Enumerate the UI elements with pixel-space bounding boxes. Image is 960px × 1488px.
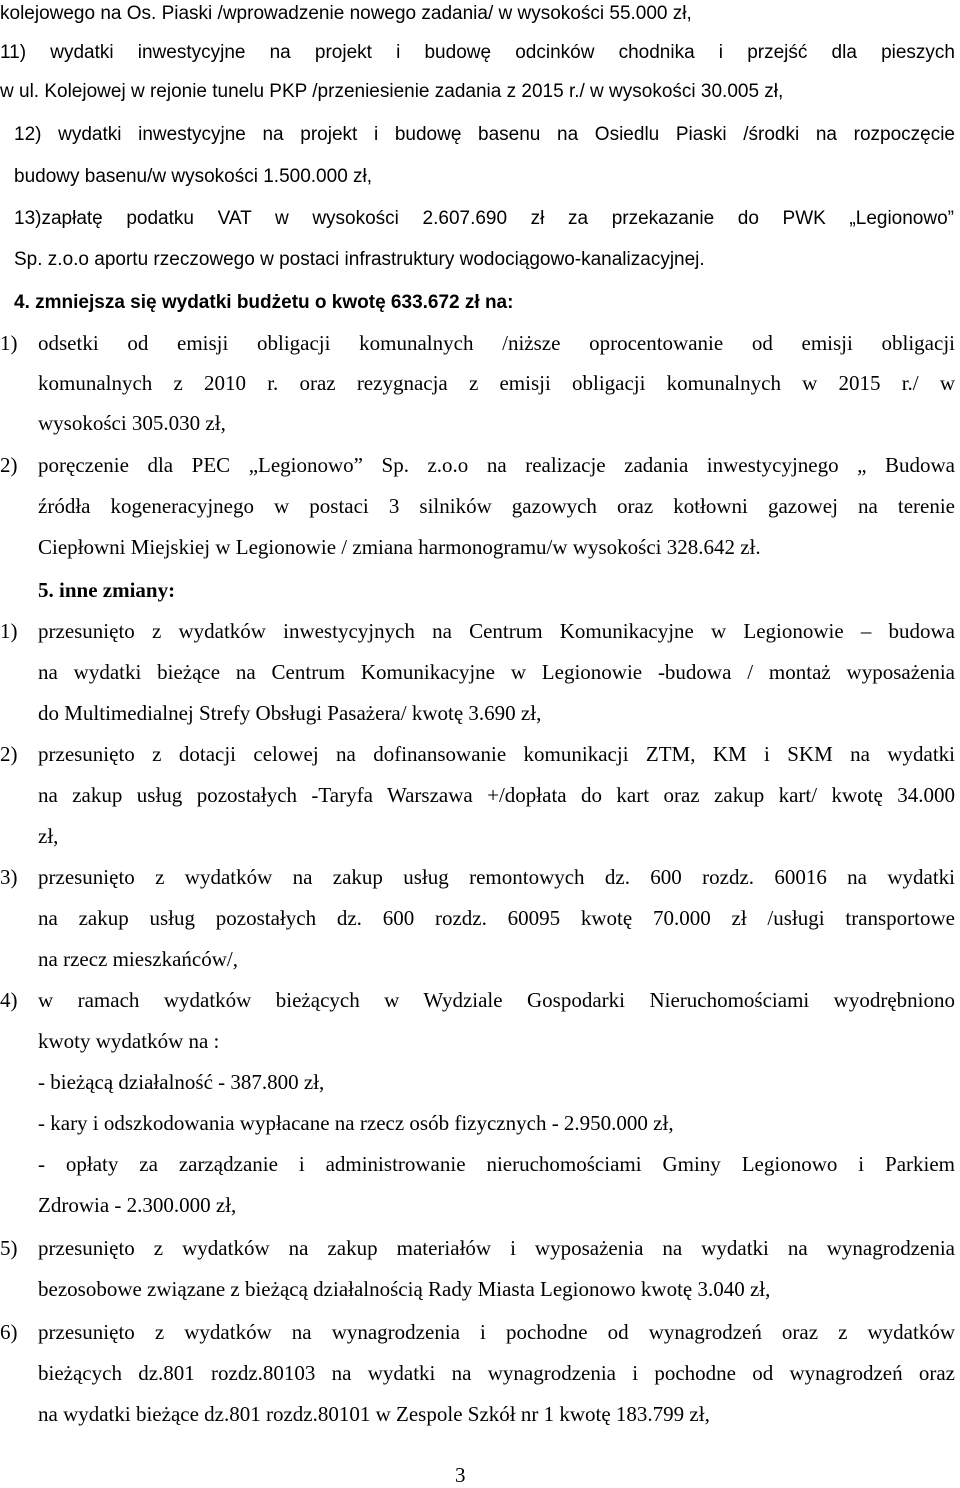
list-item-line: przesunięto z wydatków na wynagrodzenia i pochodne od wynagrodzeń oraz z wydatków [38, 1320, 955, 1344]
list-number: 1) [0, 331, 18, 355]
list-item-line: - opłaty za zarządzanie i administrowanie nieruchomościami Gminy Legionowo i Parkiem [38, 1152, 955, 1176]
list-item-line: na zakup usług pozostałych dz. 600 rozdz. 60095 kwotę 70.000 zł /usługi transportowe [38, 906, 955, 930]
list-item-13-line-1: 13)zapłatę podatku VAT w wysokości 2.607.690 zł za przekazanie do PWK „Legionowo” [14, 208, 954, 229]
list-number: 5) [0, 1236, 18, 1260]
list-item-line: na wydatki bieżące dz.801 rozdz.80101 w Zespole Szkół nr 1 kwotę 183.799 zł, [38, 1402, 710, 1426]
list-item-line: na zakup usług pozostałych -Taryfa Warszawa +/dopłata do kart oraz zakup kart/ kwotę 34.000 [38, 783, 955, 807]
list-item-11-line-2: w ul. Kolejowej w rejonie tunelu PKP /przeniesienie zadania z 2015 r./ w wysokości 30.005 zł, [0, 81, 784, 102]
list-item-line: kwoty wydatków na : [38, 1029, 220, 1053]
list-item-line: odsetki od emisji obligacji komunalnych /niższe oprocentowanie od emisji obligacji [38, 331, 955, 355]
section-5-heading: 5. inne zmiany: [38, 578, 176, 602]
list-number: 1) [0, 619, 18, 643]
section-4-heading: 4. zmniejsza się wydatki budżetu o kwotę 633.672 zł na: [14, 292, 514, 313]
list-item-line: Ciepłowni Miejskiej w Legionowie / zmiana harmonogramu/w wysokości 328.642 zł. [38, 535, 761, 559]
list-item-line: na rzecz mieszkańców/, [38, 947, 238, 971]
page-number: 3 [455, 1463, 466, 1487]
list-item-12-line-1: 12) wydatki inwestycyjne na projekt i budowę basenu na Osiedlu Piaski /środki na rozpoczęcie [14, 124, 955, 145]
list-number: 6) [0, 1320, 18, 1344]
list-item-12-line-2: budowy basenu/w wysokości 1.500.000 zł, [14, 166, 373, 187]
list-item-11-line-1: 11) wydatki inwestycyjne na projekt i budowę odcinków chodnika i przejść dla pieszych [0, 42, 955, 63]
list-number: 3) [0, 865, 18, 889]
list-item-line: przesunięto z wydatków inwestycyjnych na Centrum Komunikacyjne w Legionowie – budowa [38, 619, 955, 643]
list-item-line: poręczenie dla PEC „Legionowo” Sp. z.o.o na realizacje zadania inwestycyjnego „ Budowa [38, 453, 955, 477]
list-item-line: komunalnych z 2010 r. oraz rezygnacja z emisji obligacji komunalnych w 2015 r./ w [38, 371, 955, 395]
list-item-line: zł, [38, 824, 59, 848]
list-item-13-line-2: Sp. z.o.o aportu rzeczowego w postaci infrastruktury wodociągowo-kanalizacyjnej. [14, 249, 705, 270]
list-item-line: bezosobowe związane z bieżącą działalnością Rady Miasta Legionowo kwotę 3.040 zł, [38, 1277, 771, 1301]
list-item-line: przesunięto z wydatków na zakup usług remontowych dz. 600 rozdz. 60016 na wydatki [38, 865, 955, 889]
list-number: 2) [0, 742, 18, 766]
list-item-line: przesunięto z dotacji celowej na dofinansowanie komunikacji ZTM, KM i SKM na wydatki [38, 742, 955, 766]
list-item-line: wysokości 305.030 zł, [38, 411, 226, 435]
list-item-line: w ramach wydatków bieżących w Wydziale Gospodarki Nieruchomościami wyodrębniono [38, 988, 955, 1012]
list-number: 2) [0, 453, 18, 477]
text-line: kolejowego na Os. Piaski /wprowadzenie nowego zadania/ w wysokości 55.000 zł, [0, 3, 692, 24]
list-item-line: - bieżącą działalność - 387.800 zł, [38, 1070, 325, 1094]
list-item-line: na wydatki bieżące na Centrum Komunikacyjne w Legionowie -budowa / montaż wyposażenia [38, 660, 955, 684]
list-item-line: do Multimedialnej Strefy Obsługi Pasażera/ kwotę 3.690 zł, [38, 701, 542, 725]
list-item-line: - kary i odszkodowania wypłacane na rzecz osób fizycznych - 2.950.000 zł, [38, 1111, 674, 1135]
list-item-line: źródła kogeneracyjnego w postaci 3 silników gazowych oraz kotłowni gazowej na terenie [38, 494, 955, 518]
list-item-line: Zdrowia - 2.300.000 zł, [38, 1193, 237, 1217]
list-item-line: przesunięto z wydatków na zakup materiałów i wyposażenia na wydatki na wynagrodzenia [38, 1236, 955, 1260]
list-item-line: bieżących dz.801 rozdz.80103 na wydatki na wynagrodzenia i pochodne od wynagrodzeń oraz [38, 1361, 955, 1385]
list-number: 4) [0, 988, 18, 1012]
